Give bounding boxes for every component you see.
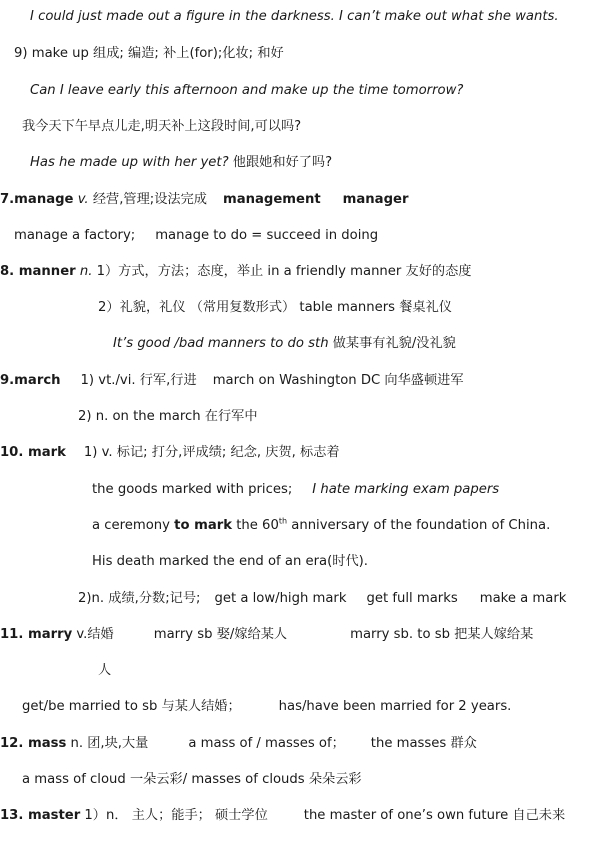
meaning-manner-2: 2）礼貌，礼仪 （常用复数形式） table manners 餐桌礼仪 (98, 300, 452, 315)
meaning-manner-1: 1）方式，方法；态度，举止 in a friendly manner 友好的态度 (92, 264, 472, 279)
example-death-marked: His death marked the end of an era(时代). (92, 554, 368, 569)
usage-manage-to-do: manage to do = succeed in doing (155, 228, 379, 243)
phrase-master-future: the master of one’s own future 自己未来 (303, 808, 566, 823)
entry-master (0, 807, 565, 825)
example-make-out: I could just made out a figure in the darkness. I can’t make out what she wants. (30, 9, 559, 24)
example-march-on: march on Washington DC 向华盛顿进军 (212, 373, 464, 388)
entry-make-up: 9) make up 组成; 编造; 补上(for);化妆; 和好 (14, 46, 284, 61)
example-ceremony (92, 517, 550, 535)
meaning-mark-2 (78, 590, 566, 608)
meaning-march-1: 1) vt./vi. 行军,行进 (80, 373, 197, 388)
example-marked-prices-text: the goods marked with prices; (92, 482, 293, 497)
phrase-make-a-mark: make a mark (479, 591, 567, 606)
example-made-up-with-zh: 他跟她和好了吗? (228, 155, 333, 170)
example-made-up-with (30, 154, 332, 172)
ordinal-suffix: th (278, 516, 288, 526)
meaning-manage: 经营,管理;设法完成 (88, 192, 207, 207)
pos-manage: v. (73, 192, 89, 207)
example-manners-zh: 做某事有礼貌/没礼貌 (328, 336, 456, 351)
headword-marry: 11. marry (0, 627, 73, 642)
phrase-marry-sb: marry sb 娶/嫁给某人 (153, 627, 288, 642)
example-ceremony-2: the 60 (232, 518, 279, 533)
example-make-up-time: Can I leave early this afternoon and make up the time tomorrow? (30, 83, 464, 98)
example-made-up-with-en: Has he made up with her yet? (30, 155, 229, 170)
phrase-full-marks: get full marks (366, 591, 458, 606)
pos-manner: n. (75, 264, 93, 279)
example-ceremony-1: a ceremony (92, 518, 175, 533)
usage-manage (14, 227, 378, 245)
meaning-master: 1）n． 主人；能手； 硕士学位 (80, 808, 268, 823)
translation-make-up-time: 我今天下午早点儿走,明天补上这段时间,可以吗? (22, 119, 302, 134)
example-mass-cloud: a mass of cloud 一朵云彩/ masses of clouds 朵朵云彩 (22, 772, 362, 787)
meaning-mark-2-text: 2)n. 成绩,分数;记号; (78, 591, 201, 606)
entry-march (0, 372, 464, 390)
entry-manner (0, 263, 471, 281)
meaning-mass: n. 团,块,大量 (66, 736, 149, 751)
entry-mass (0, 735, 477, 753)
meaning-mark-1: 1) v. 标记; 打分,评成绩; 纪念, 庆贺, 标志着 (83, 445, 340, 460)
phrase-low-high-mark: get a low/high mark (214, 591, 347, 606)
example-marked-prices (92, 481, 499, 499)
meaning-marry: v.结婚 (72, 627, 114, 642)
headword-master: 13. master (0, 808, 81, 823)
phrase-marry-sb-to-sb: marry sb. to sb 把某人嫁给某 (350, 627, 534, 642)
phrase-mass-of: a mass of / masses of； (188, 736, 345, 751)
entry-marry (0, 626, 533, 644)
example-manners (113, 335, 456, 353)
meaning-march-2: 2) n. on the march 在行军中 (78, 409, 258, 424)
example-ceremony-3: anniversary of the foundation of China. (287, 518, 551, 533)
headword-manner: 8. manner (0, 264, 76, 279)
headword-manage: 7.manage (0, 192, 74, 207)
continuation-marry: 人 (98, 663, 112, 678)
phrase-been-married: has/have been married for 2 years. (278, 699, 512, 714)
usage-manage-factory: manage a factory; (14, 228, 136, 243)
usage-married (22, 698, 511, 716)
word-management: management (222, 192, 321, 207)
example-ceremony-to-mark: to mark (174, 518, 233, 533)
example-marking-papers: I hate marking exam papers (312, 482, 500, 497)
example-manners-en: It’s good /bad manners to do sth (113, 336, 329, 351)
entry-manage (0, 191, 408, 209)
entry-mark (0, 444, 340, 462)
headword-march: 9.march (0, 373, 61, 388)
word-manager: manager (342, 192, 409, 207)
phrase-the-masses: the masses 群众 (370, 736, 477, 751)
headword-mark: 10. mark (0, 445, 66, 460)
phrase-married-to: get/be married to sb 与某人结婚； (22, 699, 241, 714)
headword-mass: 12. mass (0, 736, 67, 751)
